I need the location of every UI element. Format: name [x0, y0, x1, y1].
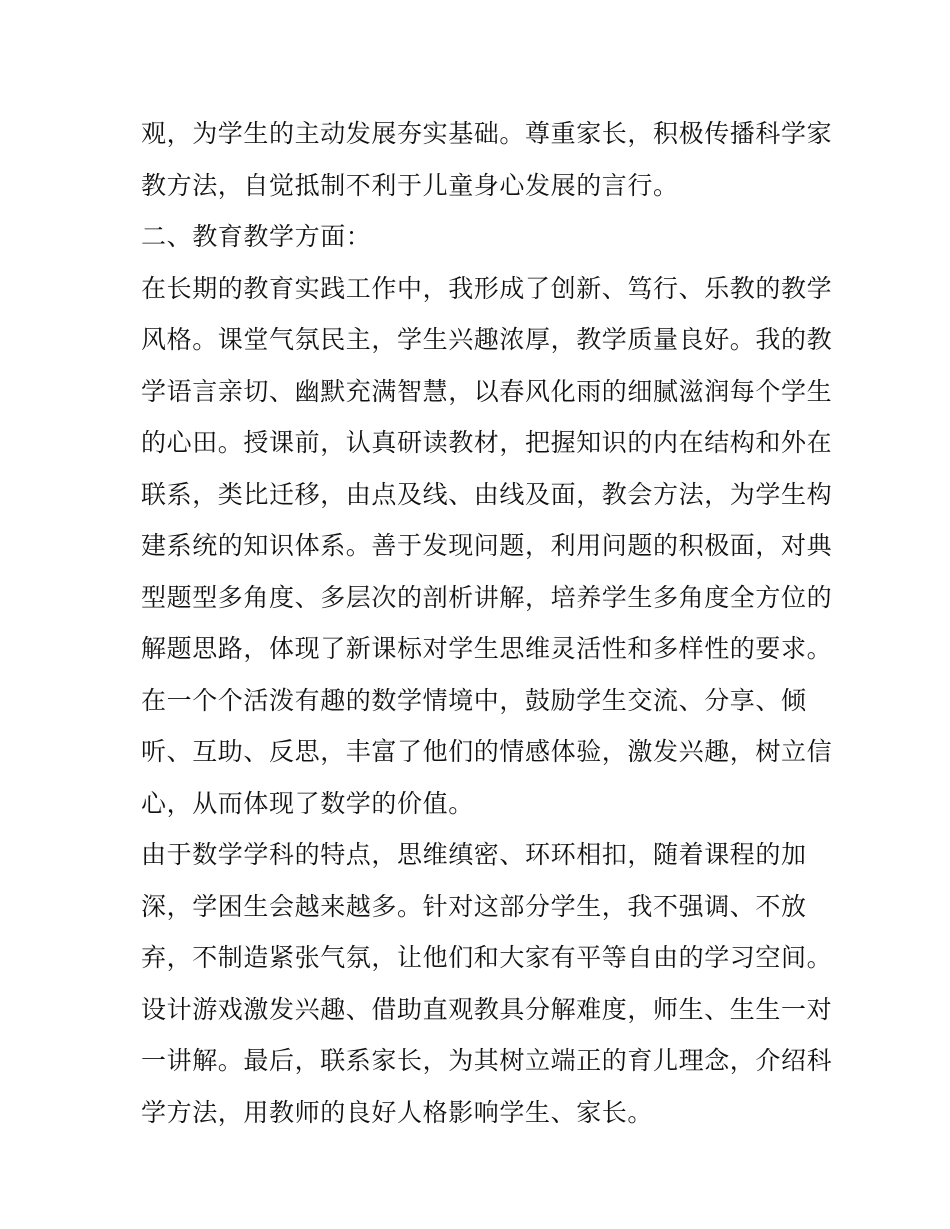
text-line: 弃，不制造紧张气氛，让他们和大家有平等自由的学习空间。 — [141, 943, 833, 972]
text-line: 设计游戏激发兴趣、借助直观教具分解难度，师生、生生一对 — [141, 994, 833, 1024]
text-line: 听、互助、反思，丰富了他们的情感体验，激发兴趣，树立信 — [141, 737, 833, 766]
text-line: 学方法，用教师的良好人格影响学生、家长。 — [141, 1097, 654, 1127]
text-line: 的心田。授课前，认真研读教材，把握知识的内在结构和外在 — [141, 428, 833, 457]
text-line: 一讲解。最后，联系家长，为其树立端正的育儿理念，介绍科 — [141, 1046, 833, 1075]
section-heading: 二、教育教学方面： — [141, 222, 372, 251]
text-line: 深，学困生会越来越多。针对这部分学生，我不强调、不放 — [141, 891, 807, 921]
text-line: 型题型多角度、多层次的剖析讲解，培养学生多角度全方位的 — [141, 582, 833, 612]
text-line: 在一个个活泼有趣的数学情境中，鼓励学生交流、分享、倾 — [141, 685, 807, 715]
text-line: 教方法，自觉抵制不利于儿童身心发展的言行。 — [141, 170, 679, 200]
text-line: 解题思路，体现了新课标对学生思维灵活性和多样性的要求。 — [141, 634, 833, 663]
text-line: 观，为学生的主动发展夯实基础。尊重家长，积极传播科学家 — [141, 119, 833, 148]
text-line: 建系统的知识体系。善于发现问题，利用问题的积极面，对典 — [141, 531, 833, 560]
text-line: 学语言亲切、幽默充满智慧，以春风化雨的细腻滋润每个学生 — [141, 376, 833, 406]
text-line: 由于数学学科的特点，思维缜密、环环相扣，随着课程的加 — [141, 840, 807, 869]
text-line: 风格。课堂气氛民主，学生兴趣浓厚，教学质量良好。我的教 — [141, 325, 833, 354]
text-line: 联系，类比迁移，由点及线、由线及面，教会方法，为学生构 — [141, 479, 833, 509]
text-line: 在长期的教育实践工作中，我形成了创新、笃行、乐教的教学 — [141, 273, 833, 303]
document-body — [141, 108, 833, 1138]
text-line: 心，从而体现了数学的价值。 — [141, 788, 474, 818]
